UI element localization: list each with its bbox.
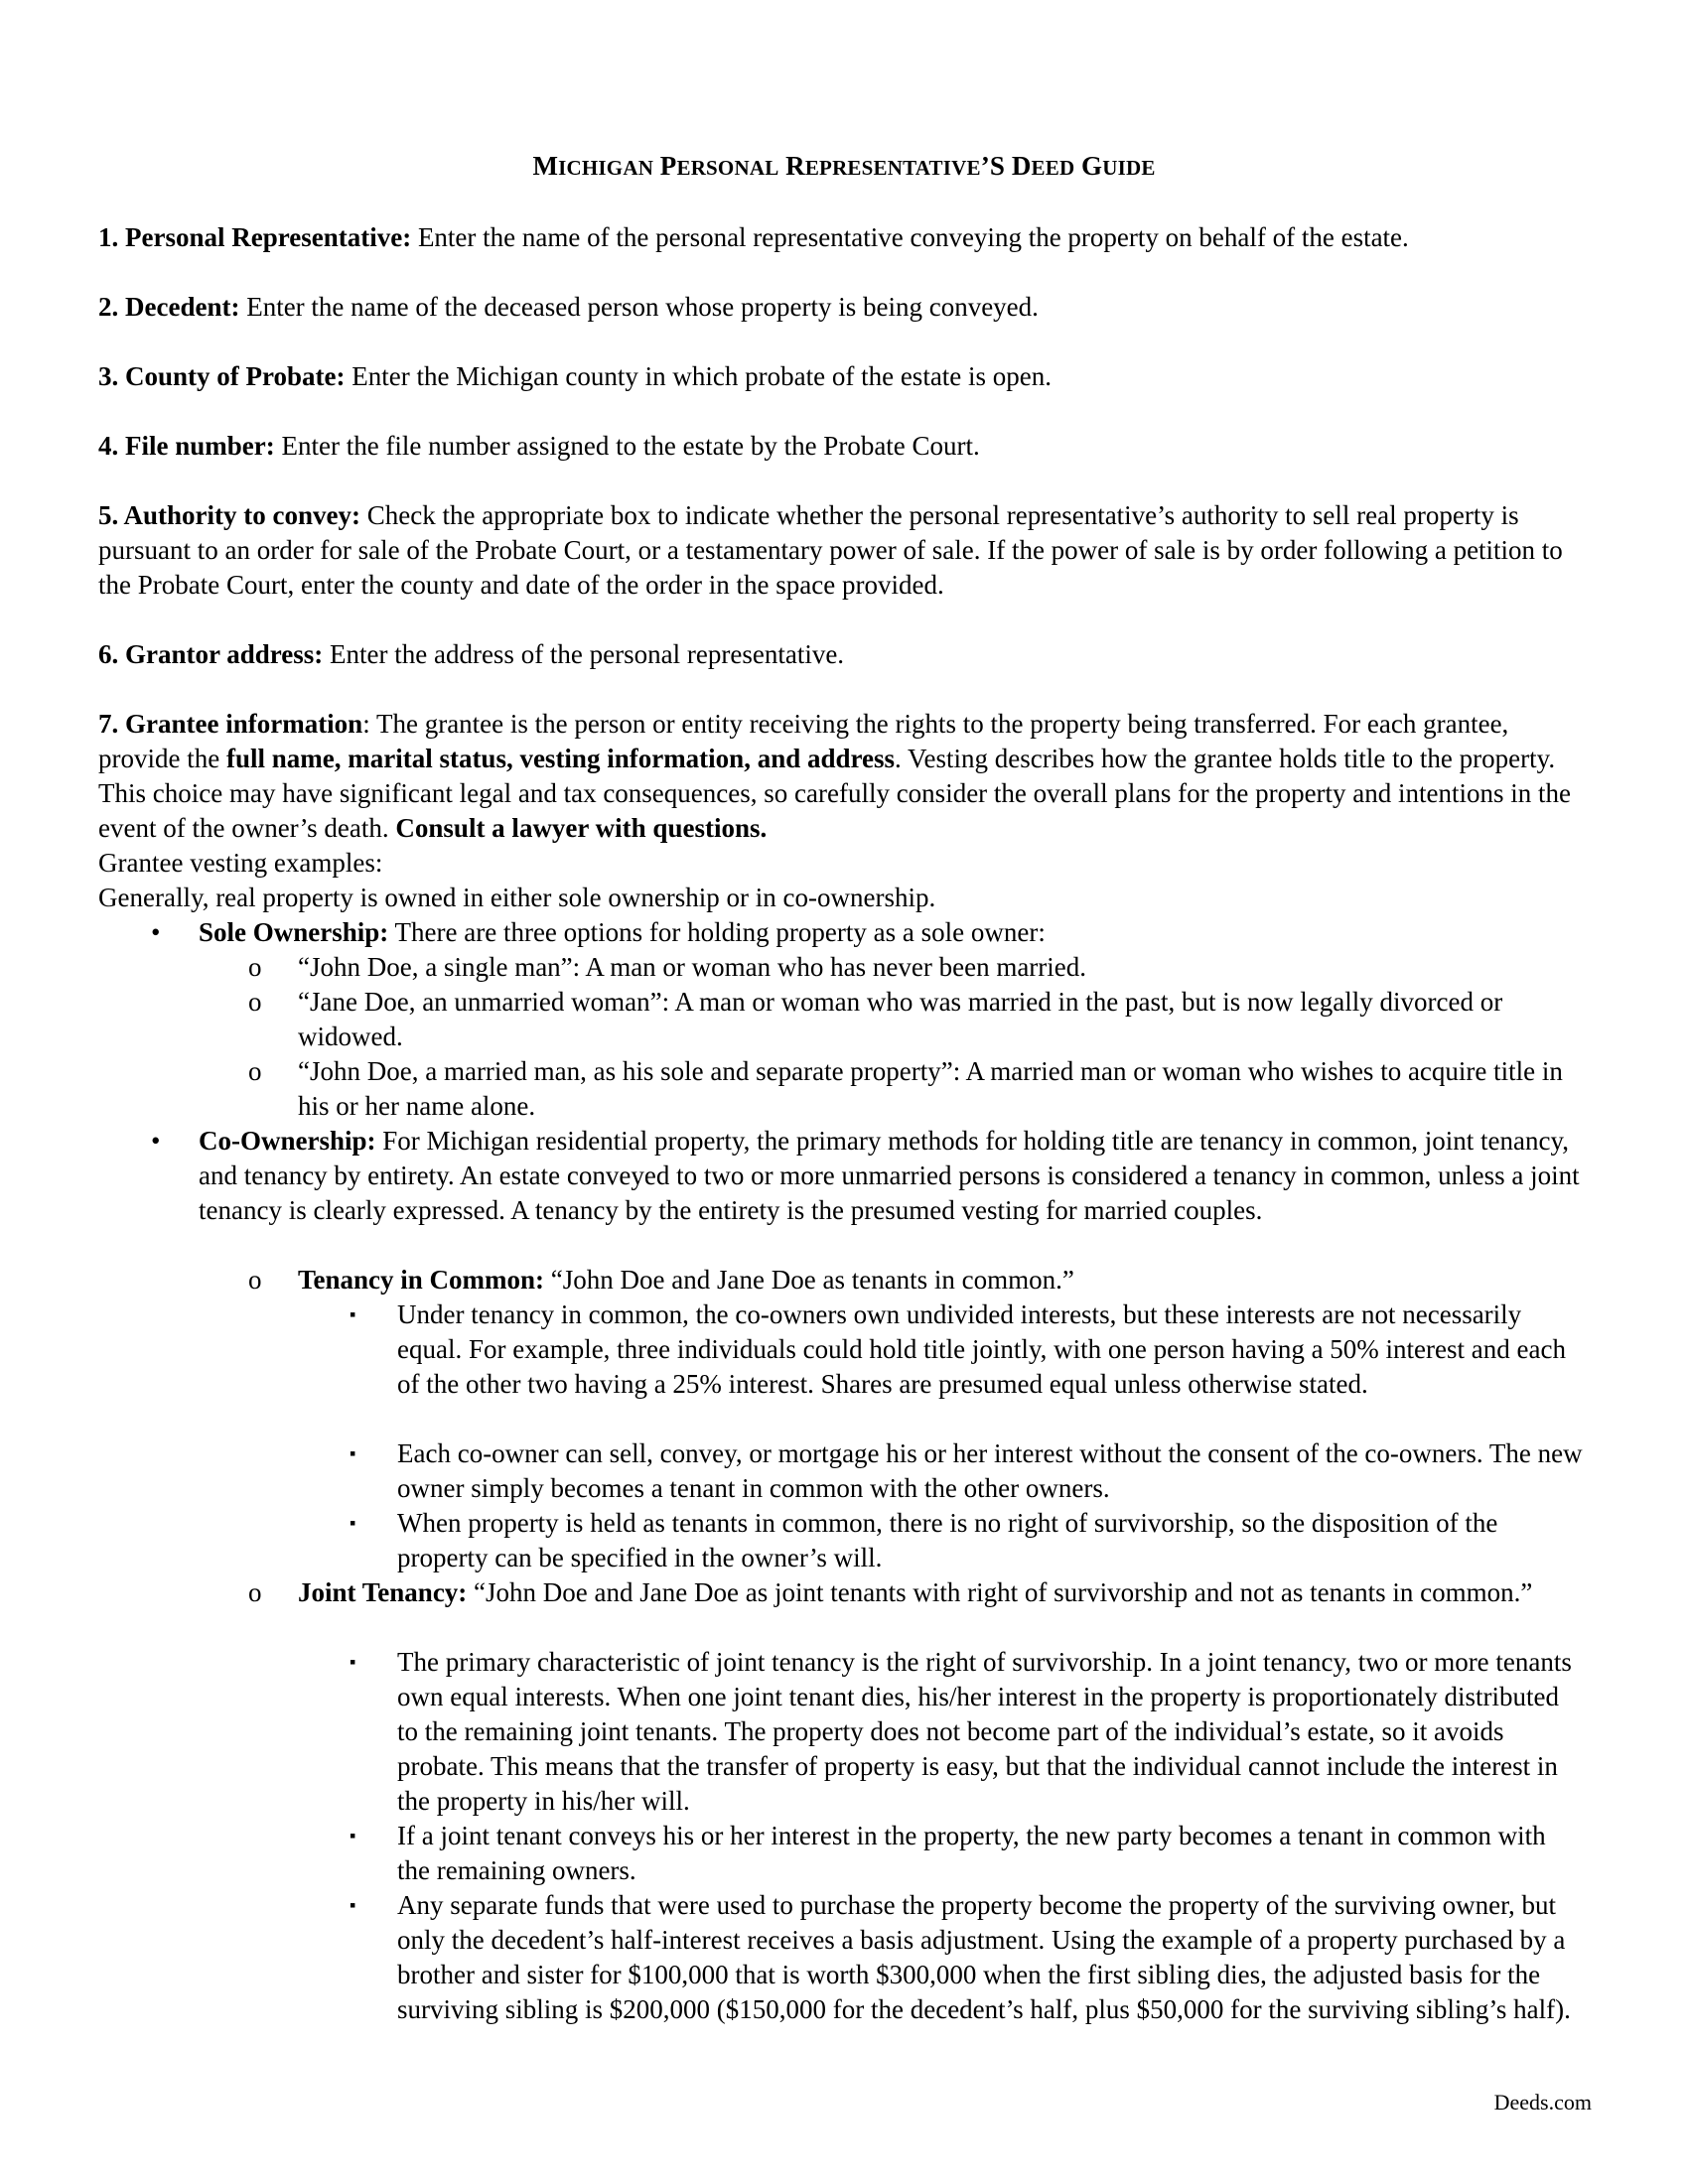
page-title: MICHIGAN PERSONAL REPRESENTATIVE’S DEED GUIDE [532, 151, 1156, 181]
item-authority-to-convey: 5. Authority to convey: Check the appropriate box to indicate whether the personal representative’s authority to sell real property is pursuant to an order for sale of the Probate Court, or a testamentary power of sale. If the power of sale is by order following a petition to the Probate Court, enter the county and date of the order in the space provided. [98, 500, 1563, 600]
co-ownership: Co-Ownership: For Michigan residential property, the primary methods for holding title are tenancy in common, joint tenancy, and tenancy by entirety. An estate conveyed to two or more unmarried persons is considered a tenancy in common, unless a joint tenancy is clearly expressed. A tenancy by the entirety is the presumed vesting for married couples. [199, 1126, 1580, 1225]
item-decedent: 2. Decedent: Enter the name of the deceased person whose property is being conveyed. [98, 292, 1039, 322]
square-bullet-icon: ▪ [350, 1895, 356, 1915]
sole-option: “John Doe, a married man, as his sole and separate property”: A married man or woman who wishes to acquire title in his or her name alone. [298, 1056, 1563, 1121]
footer-brand: Deeds.com [1493, 2090, 1592, 2115]
item-personal-representative: 1. Personal Representative: Enter the name of the personal representative conveying the property on behalf of the estate. [98, 222, 1409, 252]
circle-bullet-icon: o [248, 952, 262, 982]
vesting-heading: Grantee vesting examples: [98, 848, 383, 878]
sole-option: “Jane Doe, an unmarried woman”: A man or woman who was married in the past, but is now legally divorced or widowed. [298, 987, 1503, 1051]
ownership-general: Generally, real property is owned in either sole ownership or in co-ownership. [98, 883, 936, 912]
square-bullet-icon: ▪ [350, 1826, 356, 1845]
joint-tenancy-point: The primary characteristic of joint tenancy is the right of survivorship. In a joint tenancy, two or more tenants own equal interests. When one joint tenant dies, his/her interest in the property is proportionately distributed to the remaining joint tenants. The property does not become part of the individual’s estate, so it avoids probate. This means that the transfer of property is easy, but that the individual cannot include the interest in the property in his/her will. [397, 1647, 1572, 1816]
item-grantor-address: 6. Grantor address: Enter the address of the personal representative. [98, 639, 845, 669]
joint-tenancy-point: Any separate funds that were used to purchase the property become the property of the surviving owner, but only the decedent’s half-interest receives a basis adjustment. Using the example of a property purchased by a brother and sister for $100,000 that is worth $300,000 when the first sibling dies, the adjusted basis for the surviving sibling is $200,000 ($150,000 for the decedent’s half, plus $50,000 for the surviving sibling’s half). [397, 1890, 1571, 2024]
tenancy-point: When property is held as tenants in common, there is no right of survivorship, so the disposition of the property can be specified in the owner’s will. [397, 1508, 1498, 1572]
tenancy-point: Under tenancy in common, the co-owners own undivided interests, but these interests are not necessarily equal. For example, three individuals could hold title jointly, with one person having a 50% interest and each of the other two having a 25% interest. Shares are presumed equal unless otherwise stated. [397, 1299, 1566, 1399]
sole-option: “John Doe, a single man”: A man or woman who has never been married. [298, 952, 1087, 982]
circle-bullet-icon: o [248, 1056, 262, 1086]
sole-ownership: Sole Ownership: There are three options for holding property as a sole owner: [199, 917, 1046, 947]
tenancy-point: Each co-owner can sell, convey, or mortgage his or her interest without the consent of the co-owners. The new owner simply becomes a tenant in common with the other owners. [397, 1438, 1583, 1503]
tenancy-in-common: Tenancy in Common: “John Doe and Jane Doe as tenants in common.” [298, 1265, 1074, 1295]
bullet-icon: • [151, 917, 161, 947]
item-grantee-information: 7. Grantee information: The grantee is the person or entity receiving the rights to the property being transferred. For each grantee, provide the full name, marital status, vesting information, and address. Vesting describes how the grantee holds title to the property. This choice may have significant legal and tax consequences, so carefully consider the overall plans for the property and intentions in the event of the owner’s death. Consult a lawyer with questions. Grantee vesting examples: Generally, real property is owned in either sole ownership or in co-ownership. [98, 709, 1572, 912]
joint-tenancy-point: If a joint tenant conveys his or her interest in the property, the new party becomes a tenant in common with the remaining owners. [397, 1821, 1546, 1885]
item-county-of-probate: 3. County of Probate: Enter the Michigan county in which probate of the estate is open. [98, 361, 1053, 391]
circle-bullet-icon: o [248, 1577, 262, 1607]
item-file-number: 4. File number: Enter the file number assigned to the estate by the Probate Court. [98, 431, 980, 461]
circle-bullet-icon: o [248, 1265, 262, 1295]
square-bullet-icon: ▪ [350, 1652, 356, 1672]
bullet-icon: • [151, 1126, 161, 1156]
square-bullet-icon: ▪ [350, 1513, 356, 1533]
square-bullet-icon: ▪ [350, 1304, 356, 1324]
joint-tenancy: Joint Tenancy: “John Doe and Jane Doe as joint tenants with right of survivorship and not as tenants in common.” [298, 1577, 1533, 1607]
circle-bullet-icon: o [248, 987, 262, 1017]
square-bullet-icon: ▪ [350, 1443, 356, 1463]
